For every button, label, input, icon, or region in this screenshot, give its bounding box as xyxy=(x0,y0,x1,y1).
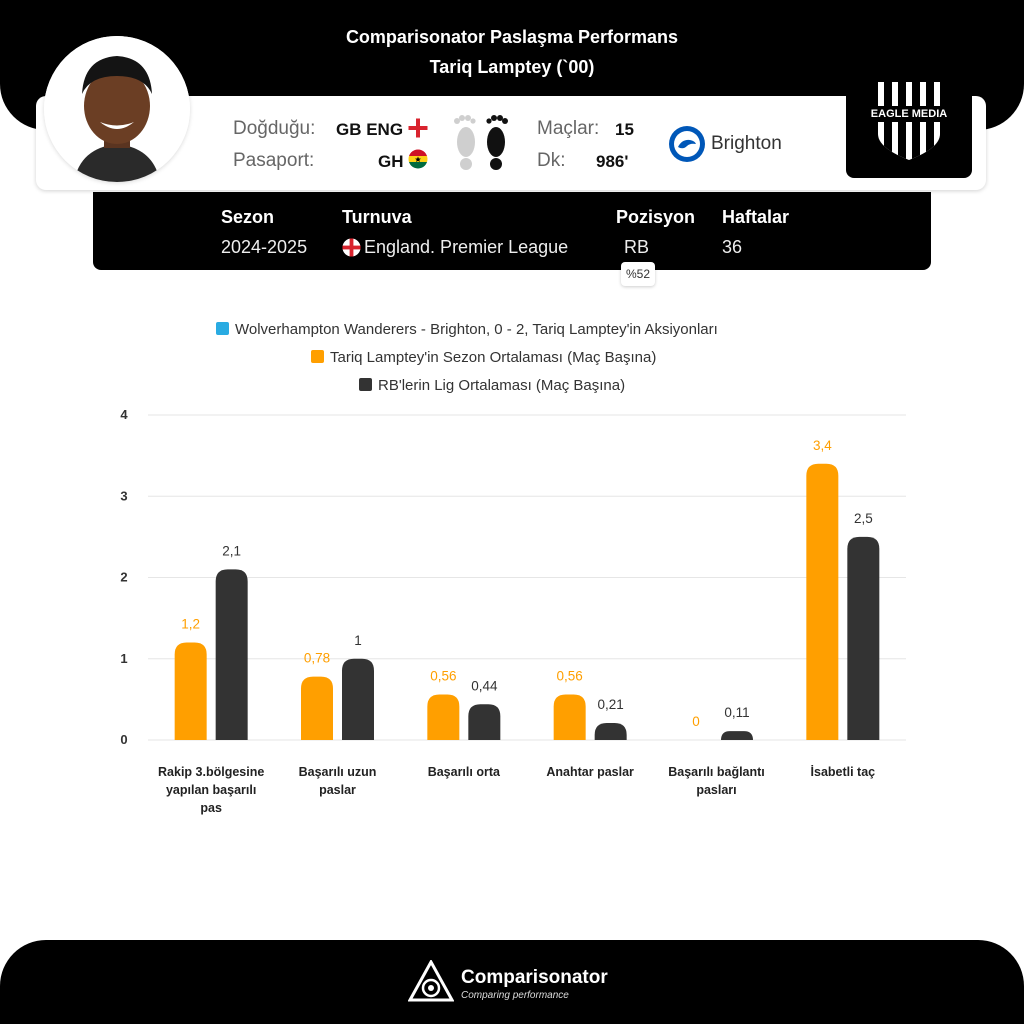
legend-label-league-average: RB'lerin Lig Ortalaması (Maç Başına) xyxy=(378,377,626,394)
league-average-value-label: 2,1 xyxy=(222,543,242,559)
season-average-bar xyxy=(554,695,586,741)
league-average-bar xyxy=(595,723,627,740)
season-average-value-label: 0 xyxy=(692,714,700,729)
league-average-bar xyxy=(847,537,879,740)
season-average-value-label: 0,56 xyxy=(556,668,583,684)
x-category-label-line: Başarılı bağlantı xyxy=(668,765,765,779)
legend-label-season-average: Tariq Lamptey'in Sezon Ortalaması (Maç Başına) xyxy=(330,349,657,366)
birth-label: Doğduğu: xyxy=(233,118,316,139)
page-title: Comparisonator Paslaşma Performans xyxy=(345,27,679,47)
footer-tagline: Comparing performance xyxy=(461,990,569,1001)
season-header: Sezon xyxy=(221,207,275,227)
footer-brand: Comparisonator xyxy=(461,967,608,988)
x-category-label xyxy=(778,763,908,781)
league-average-value-label: 1 xyxy=(354,632,362,648)
birth-value: GB ENG xyxy=(336,120,404,139)
x-category-label-line: pasları xyxy=(696,783,737,797)
x-category-label-line: Başarılı orta xyxy=(427,765,500,779)
media-logo-text: EAGLE MEDIA xyxy=(870,108,948,120)
season-average-value-label: 0,56 xyxy=(430,668,457,684)
minutes-value: 986' xyxy=(596,152,629,171)
season-average-bar xyxy=(806,464,838,740)
season-average-value-label: 3,4 xyxy=(812,437,832,453)
matches-label: Maçlar: xyxy=(537,118,600,139)
tournament-header: Turnuva xyxy=(342,207,412,227)
x-category-label xyxy=(652,763,782,799)
weeks-value: 36 xyxy=(722,237,743,257)
y-tick-label: 1 xyxy=(120,650,128,666)
position-value: RB xyxy=(624,237,650,257)
league-average-value-label: 0,21 xyxy=(597,696,624,712)
minutes-label: Dk: xyxy=(537,150,566,171)
season-average-bar xyxy=(175,643,207,741)
x-category-label-line: pas xyxy=(200,801,222,815)
season-value: 2024-2025 xyxy=(221,237,308,257)
y-tick-label: 3 xyxy=(120,488,128,504)
passport-value: GH xyxy=(378,152,404,171)
tournament-value: England. Premier League xyxy=(364,237,569,257)
position-percentage-badge: %52 xyxy=(621,262,655,286)
x-category-label-line: Başarılı uzun xyxy=(298,765,377,779)
weeks-header: Haftalar xyxy=(722,207,790,227)
x-category-label-line: Rakip 3.bölgesine xyxy=(158,765,265,779)
season-average-bar xyxy=(301,677,333,740)
club-name: Brighton xyxy=(711,133,782,154)
comparisonator-logo-icon xyxy=(408,960,454,1004)
legend-label-match: Wolverhampton Wanderers - Brighton, 0 - 2, Tariq Lamptey'in Aksiyonları xyxy=(235,321,718,338)
league-average-value-label: 0,11 xyxy=(724,705,750,721)
league-average-bar xyxy=(342,659,374,740)
league-average-bar xyxy=(468,704,500,740)
season-average-value-label: 0,78 xyxy=(303,650,331,666)
x-category-label-line: Anahtar paslar xyxy=(546,765,634,779)
x-category-label-line: İsabetli taç xyxy=(810,765,876,779)
season-average-value-label: 1,2 xyxy=(181,616,201,632)
x-category-label-line: yapılan başarılı xyxy=(165,783,257,797)
matches-value: 15 xyxy=(615,120,634,139)
player-name: Tariq Lamptey (`00) xyxy=(429,57,595,77)
passport-label: Pasaport: xyxy=(233,150,315,171)
position-header: Pozisyon xyxy=(616,207,696,227)
y-tick-label: 2 xyxy=(120,569,128,585)
league-average-bar xyxy=(216,569,248,740)
x-category-label xyxy=(146,763,276,817)
y-tick-label: 0 xyxy=(120,732,128,747)
league-average-value-label: 2,5 xyxy=(853,510,873,526)
x-category-label xyxy=(273,763,403,799)
x-category-label xyxy=(399,763,529,781)
season-average-bar xyxy=(427,695,459,741)
league-average-bar xyxy=(721,731,753,740)
y-tick-label: 4 xyxy=(120,407,128,422)
x-category-label xyxy=(525,763,655,781)
league-average-value-label: 0,44 xyxy=(471,678,498,694)
x-category-label-line: paslar xyxy=(319,783,356,797)
